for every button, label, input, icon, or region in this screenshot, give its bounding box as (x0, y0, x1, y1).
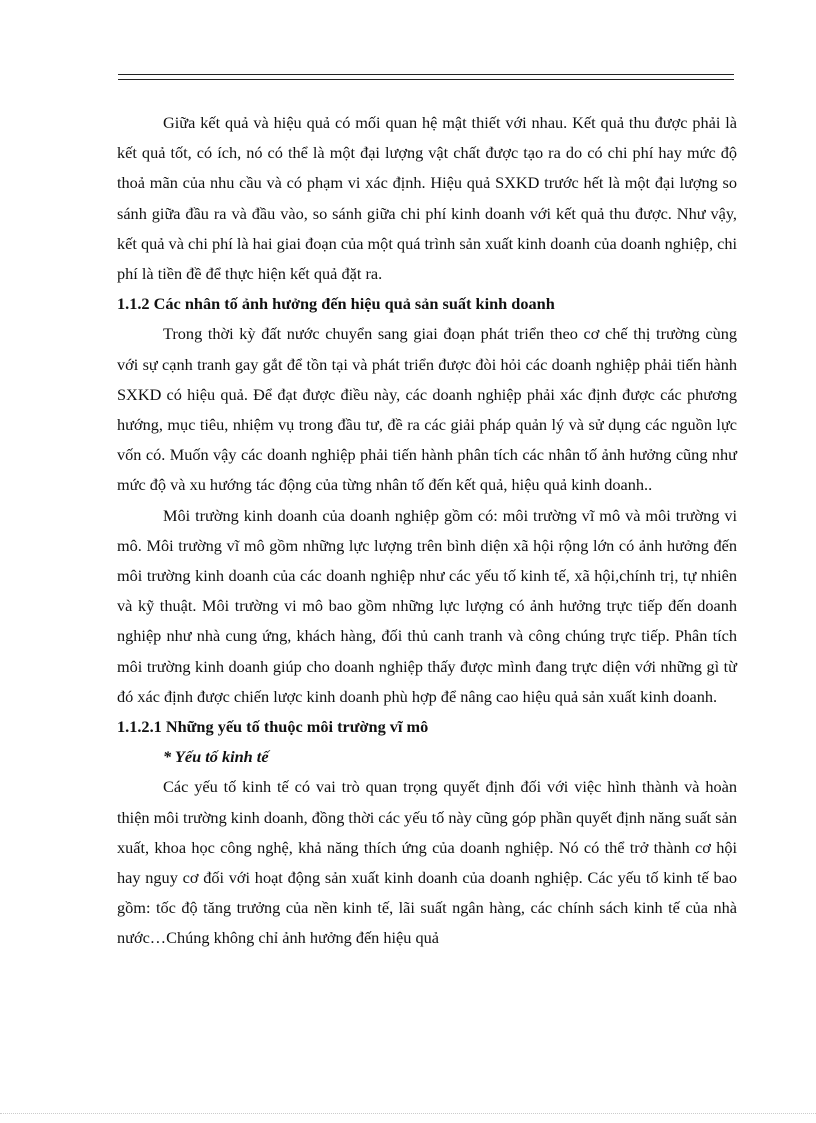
footer-dotted-rule (0, 1113, 816, 1114)
document-body (117, 108, 737, 954)
paragraph-results-efficiency: Giữa kết quả và hiệu quả có mối quan hệ mật thiết với nhau. Kết quả thu được phải là kết quả tốt, có ích, nó có thể là một đại lượng vật chất được tạo ra do có chi phí hay mức độ thoả mãn của nhu cầu và có phạm vi xác định. Hiệu quả SXKD trước hết là một đại lượng so sánh giữa đầu ra và đầu vào, so sánh giữa chi phí kinh doanh với kết quả thu được. Như vậy, kết quả và chi phí là hai giai đoạn của một quá trình sản xuất kinh doanh của doanh nghiệp, chi phí là tiền đề để thực hiện kết quả đặt ra. (117, 113, 737, 284)
paragraph-economic-factors: Các yếu tố kinh tế có vai trò quan trọng quyết định đối với việc hình thành và hoàn thiện môi trường kinh doanh, đồng thời các yếu tố này cũng góp phần quyết định năng suất sản xuất, khoa học công nghệ, khả năng thích ứng của doanh nghiệp. Nó có thể trở thành cơ hội hay nguy cơ đối với hoạt động sản xuất kinh doanh của doanh nghiệp. Các yếu tố kinh tế bao gồm: tốc độ tăng trưởng của nền kinh tế, lãi suất ngân hàng, các chính sách kinh tế của nhà nước…Chúng không chỉ ảnh hưởng đến hiệu quả (117, 777, 737, 948)
section-heading-1-1-2-1: 1.1.2.1 Những yếu tố thuộc môi trường vĩ mô (117, 717, 429, 737)
header-double-rule (118, 74, 734, 80)
section-heading-1-1-2: 1.1.2 Các nhân tố ảnh hưởng đến hiệu quả sản suất kinh doanh (117, 294, 555, 314)
paragraph-market-economy: Trong thời kỳ đất nước chuyển sang giai đoạn phát triển theo cơ chế thị trường cùng với sự cạnh tranh gay gắt để tồn tại và phát triển được đòi hỏi các doanh nghiệp phải tiến hành SXKD có hiệu quả. Để đạt được điều này, các doanh nghiệp phải xác định được các phương hướng, mục tiêu, nhiệm vụ trong đầu tư, đề ra các giải pháp quản lý và sử dụng các nguồn lực vốn có. Muốn vậy các doanh nghiệp phải tiến hành phân tích các nhân tố ảnh hưởng cũng như mức độ và xu hướng tác động của từng nhân tố đến kết quả, hiệu quả kinh doanh.. (117, 324, 737, 495)
subheading-economic-factor: * Yếu tố kinh tế (163, 747, 269, 767)
paragraph-business-environment: Môi trường kinh doanh của doanh nghiệp gồm có: môi trường vĩ mô và môi trường vi mô. Môi trường vĩ mô gồm những lực lượng trên bình diện xã hội rộng lớn có ảnh hưởng đến môi trường kinh doanh của các doanh nghiệp như các yếu tố kinh tế, xã hội,chính trị, tự nhiên và kỹ thuật. Môi trường vi mô bao gồm những lực lượng có ảnh hưởng trực tiếp đến doanh nghiệp như nhà cung ứng, khách hàng, đối thủ canh tranh và công chúng trực tiếp. Phân tích môi trường kinh doanh giúp cho doanh nghiệp thấy được mình đang trực diện với những gì từ đó xác định được chiến lược kinh doanh phù hợp để nâng cao hiệu quả sản xuất kinh doanh. (117, 505, 737, 706)
